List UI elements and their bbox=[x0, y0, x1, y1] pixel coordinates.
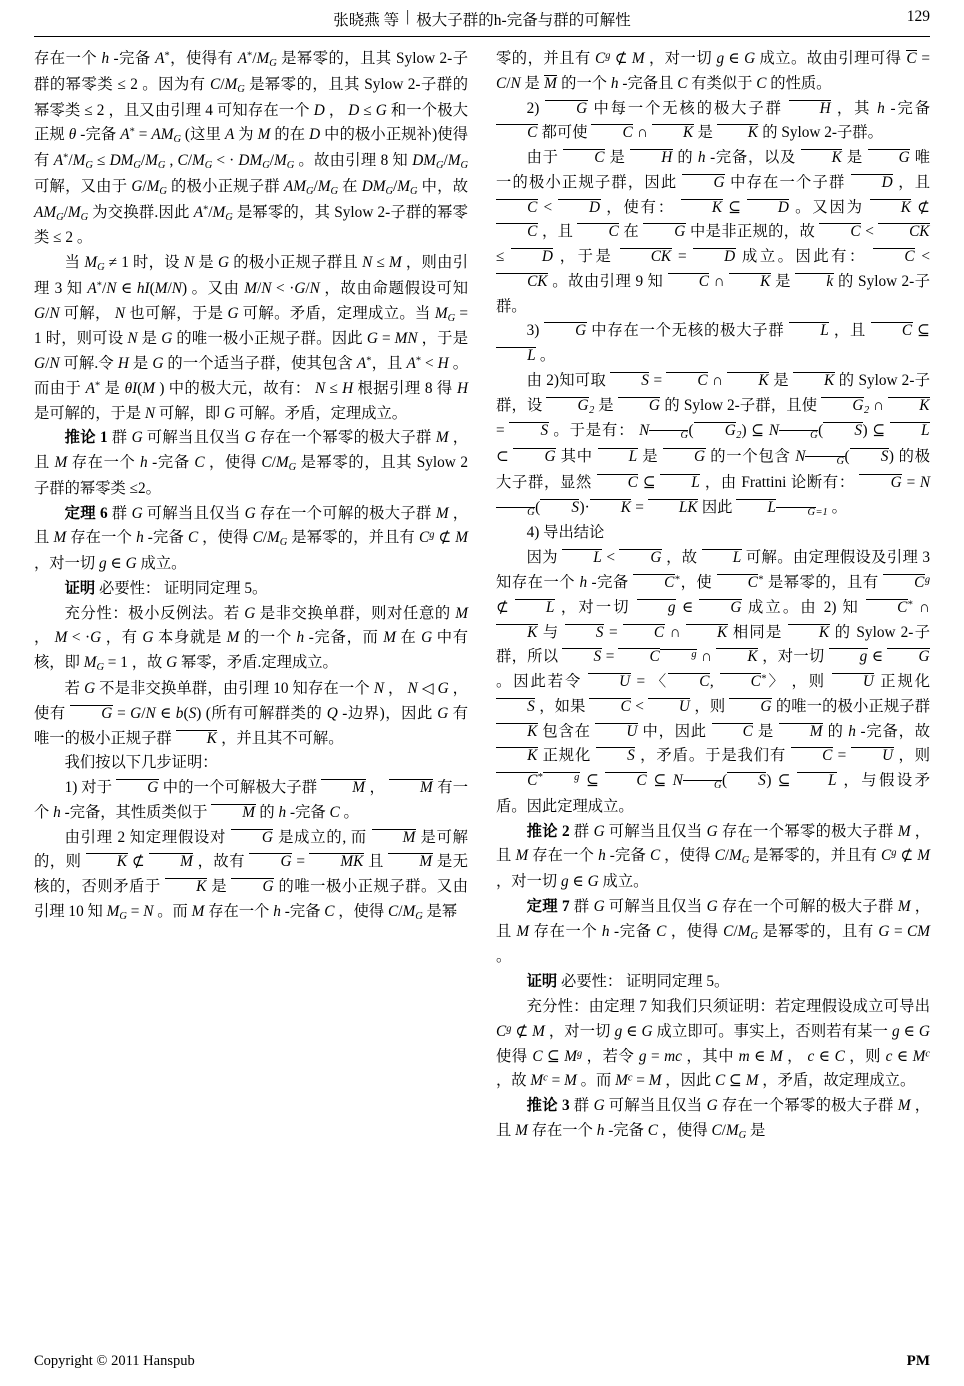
step-4: 4) 导出结论 bbox=[526, 524, 605, 542]
running-head-separator: | bbox=[406, 8, 410, 25]
step-2: 2) G 中每一个无核的极大子群 H ，其 h -完备 C 都可使 C ∩ K 是 K 的 Sylow 2-子群。 bbox=[496, 97, 930, 147]
paragraph: 因为 L < G ，故 L 可解。由定理假设及引理 3 知存在一个 h -完备 C*，使 C* 是幂零的，且有 $C^g$ ⊄ L ，对一切 g ∈ G 成立。由 2) 知 C* ∩ K 与 S = C ∩ K 相同是 K 的 Sylow 2-子群，所以 S = C $^g$ ∩ K ，对一切 g ∈ G 。因此若令 U = 〈 C, C*〉 ，则 U 正规化 S ，如果 C < U ，则 G 的唯一的极小正规子群 K 包含在 U 中，因此 C 是 M 的 h -完备，故 K 正规化 S ，矛盾。于是我们有 C = U ，则 $C^{* g}$ ⊆ C ⊆ N $_G$( S) ⊆ L ，与假设矛盾。因此定理成立。 bbox=[496, 549, 931, 815]
paragraph: 由引理 2 知定理假设对 G 是成立的, 而 M 是可解的，则 K ⊄ M ，故有 G = MK 且 M 是无核的，否则矛盾于 K 是 G 的唯一极小正规子群。又由引理 10 知 $M_G = N$ 。而 M 存在一个 h -完备 C ，使得 $C/M_G$ 是幂 bbox=[34, 828, 469, 922]
paragraph: 若 G 不是非交换单群，由引理 10 知存在一个 N ， N ◁ G ，使有 G = G/N ∈ b(S) (所有可解群类的 Q -边界)，因此 G 有唯一的极小正规子群 K ，并且其不可解。 bbox=[34, 679, 468, 747]
page-footer bbox=[34, 1353, 930, 1370]
running-head-authors: 张晓燕 等 bbox=[333, 12, 400, 29]
left-column bbox=[34, 47, 468, 1319]
paragraph: 由于 C 是 H 的 h -完备，以及 K 是 G 唯一的极小正规子群，因此 G 中存在一个子群 D ，且 C < D ，使有： K ⊆ D 。又因为 K ⊄ C ，且 C 在 G 中是非正规的，故 C < CK ≤ D ，于是 CK = D 成立。因此有： C < CK 。故由引理 9 知 C ∩ K 是 k 的 Sylow 2-子群。 bbox=[496, 149, 931, 315]
proof-sufficiency: 充分性：极小反例法。若 G 是非交换单群，则对任意的 M ， M < ·G ，有 G 本身就是 M 的一个 h -完备，而 M 在 G 中有核，即 $M_G = 1$ ，故 G 幂零，矛盾.定理成立。 bbox=[34, 604, 469, 674]
copyright-text: Copyright © 2011 Hanspub bbox=[34, 1353, 195, 1369]
journal-marker: PM bbox=[906, 1353, 930, 1369]
proof-necessity: 证明 必要性： 证明同定理 5。 bbox=[526, 973, 730, 991]
page-number: 129 bbox=[906, 8, 930, 25]
paragraph: 存在一个 h -完备 A*，使得有 $A^*/M_G$ 是幂零的，且其 Sylow 2-子群的幂零类 ≤ 2 。因为有 $C/M_G$ 是幂零的，且其 Sylow 2-子群的幂零类 ≤ 2 ，且又由引理 4 可知存在一个 D ， D ≤ G 和一个极大正规 θ -完备 $A^* = AM_G$ (这里 A 为 M 的在 D 中的极小正规补)使得有 $A^*/M_G \le DM_G/M_G$ , $C/M_G$ < · $DM_G/M_G$ 。故由引理 8 知 $DM_G/M_G$ 可解，又由于 $G/M_G$ 的极小正规子群 $AM_G/M_G$ 在 $DM_G/M_G$ 中，故 $AM_G/M_G$ 为交换群.因此 $A^*/M_G$ 是幂零的，其 Sylow 2-子群的幂零类 ≤ 2 。 bbox=[34, 50, 469, 247]
right-column bbox=[496, 47, 930, 1319]
paragraph: 我们按以下几步证明： bbox=[64, 754, 218, 772]
header-rule bbox=[34, 36, 930, 37]
running-head-title: 极大子群的h-完备与群的可解性 bbox=[416, 12, 631, 29]
paragraph: 由 2)知可取 S = C ∩ K 是 K 的 Sylow 2-子群，设 $G_2$ 是 G 的 Sylow 2-子群，且使 $G_2$ ∩ K = S 。于是有： N $_G$( $G_2$) ⊆ N $_G$( S) ⊆ L ⊂ G 其中 L 是 G 的一个包含 N $_G$( S) 的极大子群，显然 C ⊆ L ，由 Frattini 论断有： $G = N_G$( S)· K = LK 因此 L $_{G=1}$ 。 bbox=[496, 371, 931, 518]
paragraph: 零的，并且有 $C^g$ ⊄ M ，对一切 g ∈ G 成立。故由引理可得 C = C/N 是 M 的一个 h -完备且 C 有类似于 C 的性质。 bbox=[496, 50, 931, 92]
step-1: 1) 对于 G 中的一个可解极大子群 M ， M 有一个 h -完备，其性质类似于 M 的 h -完备 C 。 bbox=[34, 779, 468, 821]
corollary-1: 推论 1 群 G 可解当且仅当 G 存在一个幂零的极大子群 M ，且 M 存在一个 h -完备 C ，使得 $C/M_G$ 是幂零的，且其 Sylow 2 子群的幂零类 ≤2。 bbox=[34, 429, 469, 497]
two-column-body bbox=[34, 47, 930, 1319]
running-head bbox=[34, 0, 930, 34]
corollary-2: 推论 2 群 G 可解当且仅当 G 存在一个幂零的极大子群 M ，且 M 存在一个 h -完备 C ，使得 $C/M_G$ 是幂零的，并且有 $C^g$ ⊄ M ，对一切 g ∈ G 成立。 bbox=[496, 822, 931, 891]
theorem-7: 定理 7 群 G 可解当且仅当 G 存在一个可解的极大子群 M ，且 M 存在一个 h -完备 C ，使得 $C/M_G$ 是幂零的，且有 G = CM 。 bbox=[496, 897, 931, 966]
proof-sufficiency: 充分性：由定理 7 知我们只须证明：若定理假设成立可导出 $C^g$ ⊄ M ，对一切 g ∈ G 成立即可。事实上，否则若有某一 g ∈ G 使得 C ⊆ $M^g$ ，若令 g = mc ，其中 m ∈ M ， c ∈ C ，则 c ∈ $M^c$ ，故 $M^c = M$ 。而 $M^c = M$ ，因此 C ⊆ M ，矛盾，故定理成立。 bbox=[496, 997, 930, 1090]
theorem-6: 定理 6 群 G 可解当且仅当 G 存在一个可解的极大子群 M ，且 M 存在一个 h -完备 C ，使得 $C/M_G$ 是幂零的，并且有 $C^g$ ⊄ M ，对一切 g ∈ G 成立。 bbox=[34, 504, 469, 573]
step-3: 3) G 中存在一个无核的极大子群 L ，且 C ⊆ L 。 bbox=[496, 319, 930, 369]
corollary-3: 推论 3 群 G 可解当且仅当 G 存在一个幂零的极大子群 M ，且 M 存在一个 h -完备 C ，使得 $C/M_G$ 是 bbox=[496, 1097, 931, 1141]
paragraph: 当 $M_G \ne 1$ 时，设 N 是 G 的极小正规子群且 N ≤ M ，则由引理 3 知 A*/N ∈ hI(M/N) 。又由 M/N < ·G/N ，故由命题假设可知 G/N 可解， N 也可解，于是 G 可解。矛盾，定理成立。当 $M_G = 1$ 时，则可设 N 是 G 的唯一极小正规子群。因此 G = MN ，于是 G/N 可解.令 H 是 G 的一个适当子群，使其包含 A*，且 A* < H 。而由于 A* 是 θI(M ) 中的极大元，故有： N ≤ H 根据引理 8 得 H 是可解的，于是 N 可解，即 G 可解。矛盾，定理成立。 bbox=[34, 254, 469, 422]
proof-necessity: 证明 必要性： 证明同定理 5。 bbox=[64, 579, 268, 597]
